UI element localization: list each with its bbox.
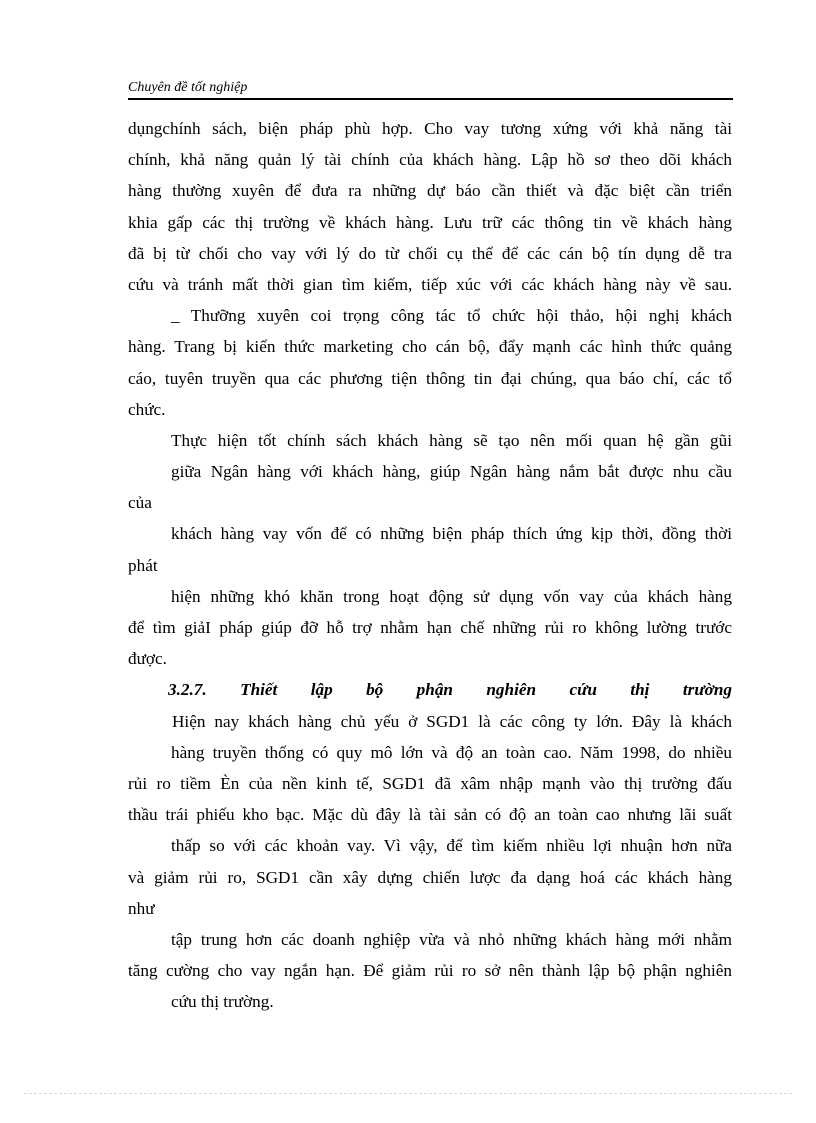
page-header-title: Chuyên đề tốt nghiệp	[128, 80, 248, 95]
text-line: thầu trái phiếu kho bạc. Mặc dù đây là tài sản có độ an toàn cao nhưng lãi suất	[128, 805, 732, 825]
text-line: phát	[128, 555, 158, 575]
paragraph-line: Thực hiện tốt chính sách khách hàng sẽ tạo nên mối quan hệ gần gũi	[171, 430, 732, 450]
page-bottom-divider	[24, 1093, 792, 1094]
text-line: như	[128, 898, 155, 918]
text-line: cứu và tránh mất thời gian tìm kiếm, tiếp xúc với các khách hàng này về sau.	[128, 274, 732, 294]
text-line: chức.	[128, 399, 166, 419]
text-line: hàng thường xuyên để đưa ra những dự báo cần thiết và đặc biệt cần triển	[128, 181, 732, 201]
paragraph-line: cứu thị trường.	[171, 992, 274, 1012]
paragraph-line: hàng truyền thống có quy mô lớn và độ an toàn cao. Năm 1998, do nhiều	[171, 742, 732, 762]
bullet-line: _ Thưỡng xuyên coi trọng công tác tổ chức hội thảo, hội nghị khách	[171, 306, 732, 326]
text-line: hàng. Trang bị kiến thức marketing cho cán bộ, đẩy mạnh các hình thức quảng	[128, 337, 732, 357]
text-line: dụngchính sách, biện pháp phù hợp. Cho vay tương xứng với khả năng tài	[128, 119, 732, 138]
document-body	[128, 113, 732, 1017]
paragraph-line: tập trung hơn các doanh nghiệp vừa và nhỏ những khách hàng mới nhằm	[171, 929, 732, 949]
text-line: được.	[128, 649, 167, 669]
text-line: của	[128, 493, 152, 513]
text-line: chính, khả năng quản lý tài chính của khách hàng. Lập hồ sơ theo dõi khách	[128, 150, 732, 170]
text-line: đã bị từ chối cho vay với lý do từ chối cụ thể để các cán bộ tín dụng dễ tra	[128, 243, 732, 263]
text-line: khia gấp các thị trường về khách hàng. Lưu trữ các thông tin về khách hàng	[128, 212, 732, 232]
paragraph-line: thấp so với các khoản vay. Vì vậy, để tìm kiếm nhiều lợi nhuận hơn nữa	[171, 836, 732, 856]
text-line: tăng cường cho vay ngắn hạn. Để giảm rủi ro sở nên thành lập bộ phận nghiên	[128, 961, 732, 981]
section-heading: 3.2.7. Thiết lập bộ phận nghiên cứu thị trường	[168, 680, 732, 700]
paragraph-line: giữa Ngân hàng với khách hàng, giúp Ngân hàng nắm bắt được nhu cầu	[171, 462, 732, 482]
paragraph-line: hiện những khó khăn trong hoạt động sử dụng vốn vay của khách hàng	[171, 586, 732, 606]
text-line: rủi ro tiềm Èn của nền kinh tế, SGD1 đã xâm nhập mạnh vào thị trường đấu	[128, 773, 732, 793]
text-line: để tìm giảI pháp giúp đỡ hỗ trợ nhằm hạn chế những rủi ro không lường trước	[128, 618, 732, 637]
text-line: cáo, tuyên truyền qua các phương tiện thông tin đại chúng, qua báo chí, các tổ	[128, 368, 732, 388]
text-line: và giảm rủi ro, SGD1 cần xây dựng chiến lược đa dạng hoá các khách hàng	[128, 867, 732, 887]
paragraph-line: Hiện nay khách hàng chủ yếu ở SGD1 là các công ty lớn. Đây là khách	[172, 711, 732, 731]
page-header	[128, 78, 733, 100]
paragraph-line: khách hàng vay vốn để có những biện pháp thích ứng kịp thời, đồng thời	[171, 524, 732, 544]
